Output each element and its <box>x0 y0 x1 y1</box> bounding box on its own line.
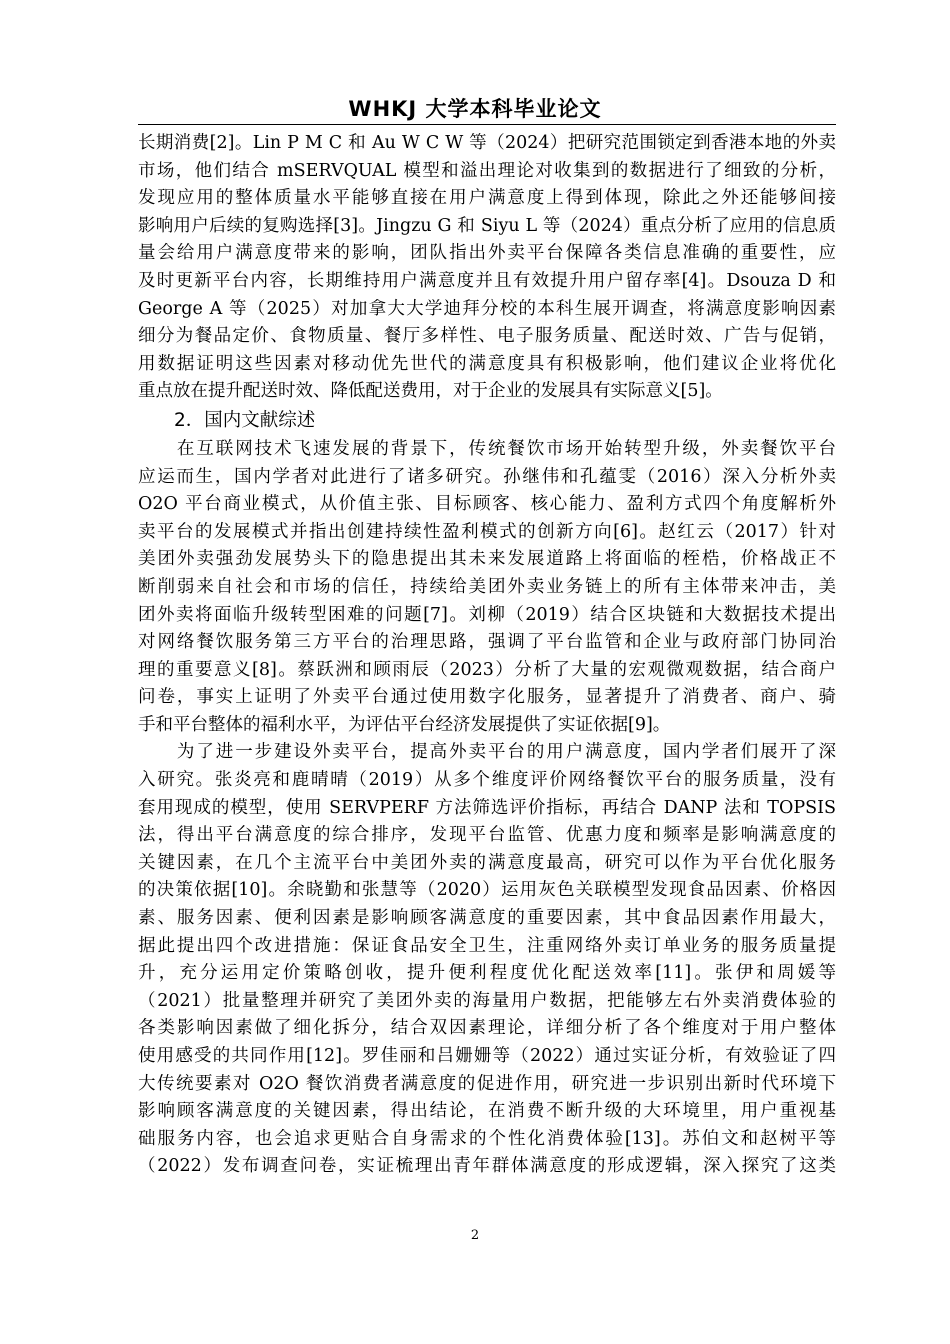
text-line: （2022）发布调查问卷，实证梳理出青年群体满意度的形成逻辑，深入探究了这类 <box>138 1156 836 1177</box>
section-heading: 2．国内文献综述 <box>174 409 316 431</box>
text-line: （2021）批量整理并研究了美团外卖的海量用户数据，把能够左右外卖消费体验的 <box>138 990 836 1011</box>
text-line: 及时更新平台内容，长期维持用户满意度并且有效提升用户留存率[4]。Dsouza D 和 <box>138 270 836 291</box>
page-header: WHKJ 大学本科毕业论文 <box>348 97 602 121</box>
text-line: George A 等（2025）对加拿大大学迪拜分校的本科生展开调查，将满意度影响因素 <box>138 298 836 319</box>
text-line: 用数据证明这些因素对移动优先世代的满意度具有积极影响，他们建议企业将优化 <box>138 353 836 374</box>
text-line: 发现应用的整体质量水平能够直接在用户满意度上得到体现，除此之外还能够间接 <box>138 188 836 209</box>
text-line: 对网络餐饮服务第三方平台的治理思路，强调了平台监管和企业与政府部门协同治 <box>138 632 836 653</box>
text-line: 断削弱来自社会和市场的信任，持续给美团外卖业务链上的所有主体带来冲击，美 <box>138 576 836 597</box>
page-number: 2 <box>470 1228 480 1243</box>
text-line: 长期消费[2]。Lin P M C 和 Au W C W 等（2024）把研究范围锁定到香港本地的外卖 <box>138 133 836 153</box>
text-line: 问卷，事实上证明了外卖平台通过使用数字化服务，显著提升了消费者、商户、骑 <box>138 687 836 708</box>
text-line: 升，充分运用定价策略创收，提升便利程度优化配送效率[11]。张伊和周媛等 <box>138 963 836 984</box>
text-line: 影响顾客满意度的关键因素，得出结论，在消费不断升级的大环境里，用户重视基 <box>138 1101 836 1122</box>
text-line: 细分为餐品定价、食物质量、餐厅多样性、电子服务质量、配送时效、广告与促销， <box>138 326 836 347</box>
text-line: 关键因素，在几个主流平台中美团外卖的满意度最高，研究可以作为平台优化服务 <box>138 852 836 873</box>
text-line: 的决策依据[10]。余晓勤和张慧等（2020）运用灰色关联模型发现食品因素、价格因 <box>138 880 836 901</box>
header-rule <box>138 124 836 125</box>
text-line: 卖平台的发展模式并指出创建持续性盈利模式的创新方向[6]。赵红云（2017）针对 <box>138 521 836 542</box>
text-line: 手和平台整体的福利水平，为评估平台经济发展提供了实证依据[9]。 <box>138 714 671 735</box>
text-line: 入研究。张炎亮和鹿晴晴（2019）从多个维度评价网络餐饮平台的服务质量，没有 <box>138 770 836 791</box>
text-line: 套用现成的模型，使用 SERVPERF 方法筛选评价指标，再结合 DANP 法和 TOPSIS <box>138 797 836 818</box>
text-line: 应运而生，国内学者对此进行了诸多研究。孙继伟和孔蕴雯（2016）深入分析外卖 <box>138 466 836 487</box>
text-line: 理的重要意义[8]。蔡跃洲和顾雨辰（2023）分析了大量的宏观微观数据，结合商户 <box>138 659 836 680</box>
text-line: 量会给用户满意度带来的影响，团队指出外卖平台保障各类信息准确的重要性，应 <box>138 243 836 264</box>
text-line: 在互联网技术飞速发展的背景下，传统餐饮市场开始转型升级，外卖餐饮平台 <box>138 438 836 459</box>
document-body <box>138 130 836 1181</box>
text-line: 法，得出平台满意度的综合排序，发现平台监管、优惠力度和频率是影响满意度的 <box>138 825 836 846</box>
text-line: 使用感受的共同作用[12]。罗佳丽和吕姗姗等（2022）通过实证分析，有效验证了四 <box>138 1046 836 1066</box>
text-line: 础服务内容，也会追求更贴合自身需求的个性化消费体验[13]。苏伯文和赵树平等 <box>138 1128 836 1149</box>
text-line: 影响用户后续的复购选择[3]。Jingzu G 和 Siyu L 等（2024）重点分析了应用的信息质 <box>138 215 836 236</box>
text-line: 为了进一步建设外卖平台，提高外卖平台的用户满意度，国内学者们展开了深 <box>138 742 836 763</box>
text-line: 各类影响因素做了细化拆分，结合双因素理论，详细分析了各个维度对于用户整体 <box>138 1018 836 1039</box>
text-line: 据此提出四个改进措施：保证食品安全卫生，注重网络外卖订单业务的服务质量提 <box>138 935 836 956</box>
text-line: 素、服务因素、便利因素是影响顾客满意度的重要因素，其中食品因素作用最大， <box>138 908 836 929</box>
text-line: 市场，他们结合 mSERVQUAL 模型和溢出理论对收集到的数据进行了细致的分析， <box>138 160 836 181</box>
text-line: 大传统要素对 O2O 餐饮消费者满意度的促进作用，研究进一步识别出新时代环境下 <box>138 1073 836 1094</box>
text-line: 美团外卖强劲发展势头下的隐患提出其未来发展道路上将面临的桎梏，价格战正不 <box>138 549 836 570</box>
text-line: 团外卖将面临升级转型困难的问题[7]。刘柳（2019）结合区块链和大数据技术提出 <box>138 604 836 625</box>
text-line: O2O 平台商业模式，从价值主张、目标顾客、核心能力、盈利方式四个角度解析外 <box>138 494 836 515</box>
text-line: 重点放在提升配送时效、降低配送费用，对于企业的发展具有实际意义[5]。 <box>138 381 723 402</box>
